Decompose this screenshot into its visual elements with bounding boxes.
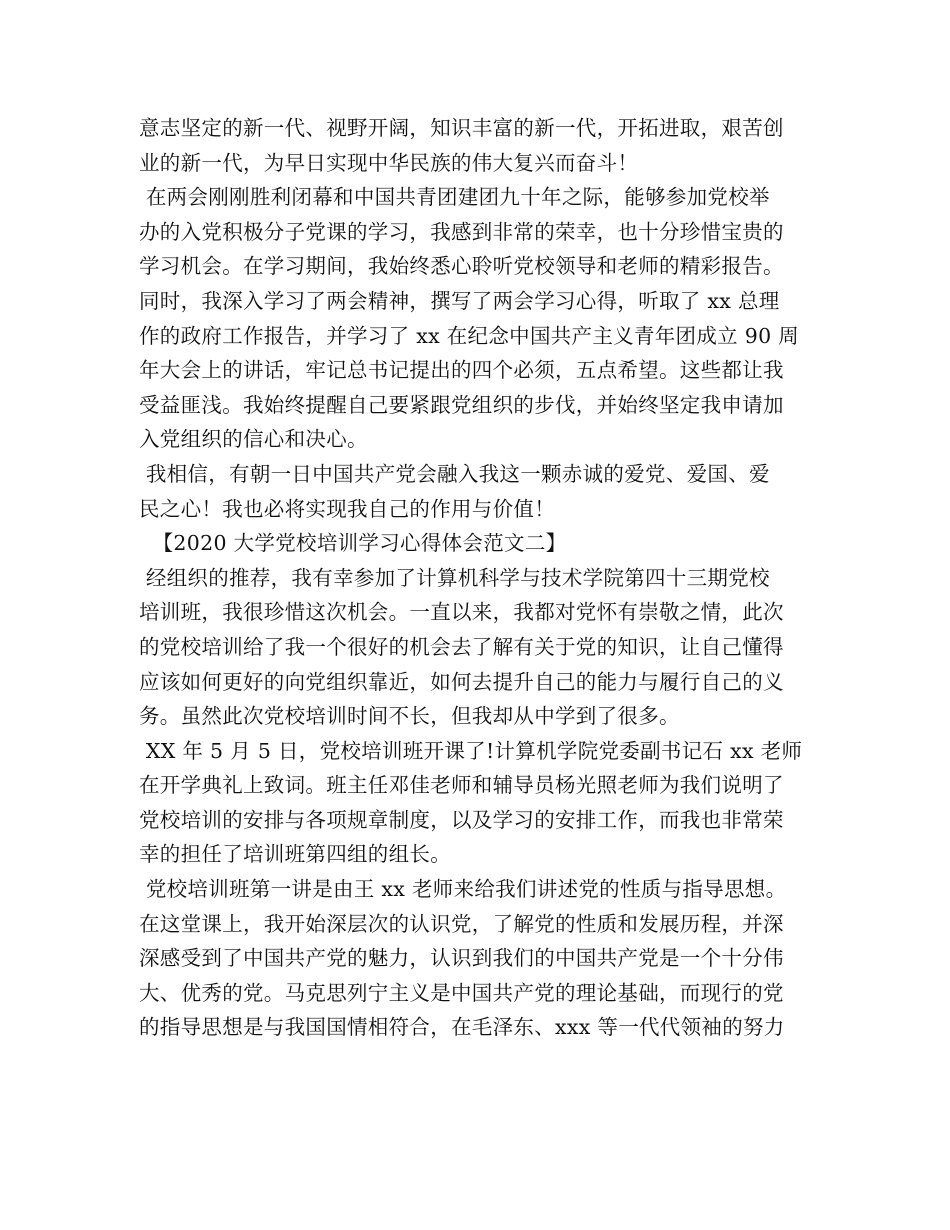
text-line: 民之心！我也必将实现我自己的作用与价值！ bbox=[139, 496, 555, 521]
text-line: 年大会上的讲话，牢记总书记提出的四个必须，五点希望。这些都让我 bbox=[139, 358, 784, 383]
text-line: 我相信，有朝一日中国共产党会融入我这一颗赤诚的爱党、爱国、爱 bbox=[139, 461, 770, 486]
text-line: 在开学典礼上致词。班主任邓佳老师和辅导员杨光照老师为我们说明了 bbox=[139, 773, 784, 798]
text-line: 应该如何更好的向党组织靠近，如何去提升自己的能力与履行自己的义 bbox=[139, 669, 784, 694]
text-line: 意志坚定的新一代、视野开阔，知识丰富的新一代，开拓进取，艰苦创 bbox=[139, 116, 784, 140]
text-line: 受益匪浅。我始终提醒自己要紧跟党组织的步伐，并始终坚定我申请加 bbox=[139, 392, 784, 417]
text-line: 【2020 大学党校培训学习心得体会范文二】 bbox=[139, 531, 567, 556]
text-line: 大、优秀的党。马克思列宁主义是中国共产党的理论基础，而现行的党 bbox=[139, 980, 784, 1005]
text-line: 入党组织的信心和决心。 bbox=[139, 427, 368, 452]
text-line: 务。虽然此次党校培训时间不长，但我却从中学到了很多。 bbox=[139, 704, 680, 729]
text-line: 幸的担任了培训班第四组的组长。 bbox=[139, 842, 451, 867]
text-line: 办的入党积极分子党课的学习，我感到非常的荣幸，也十分珍惜宝贵的 bbox=[139, 219, 784, 244]
text-line: 党校培训的安排与各项规章制度，以及学习的安排工作，而我也非常荣 bbox=[139, 807, 784, 832]
text-line: 的党校培训给了我一个很好的机会去了解有关于党的知识，让自己懂得 bbox=[139, 634, 784, 659]
text-line: 业的新一代，为早日实现中华民族的伟大复兴而奋斗！ bbox=[139, 150, 639, 175]
text-line: 深感受到了中国共产党的魅力，认识到我们的中国共产党是一个十分伟 bbox=[139, 946, 784, 971]
text-line: 培训班，我很珍惜这次机会。一直以来，我都对党怀有崇敬之情，此次 bbox=[139, 600, 784, 625]
text-line: XX 年 5 月 5 日，党校培训班开课了!计算机学院党委副书记石 xx 老师 bbox=[139, 738, 803, 763]
text-line: 的指导思想是与我国国情相符合，在毛泽东、xxx 等一代代领袖的努力 bbox=[139, 1015, 785, 1040]
text-line: 党校培训班第一讲是由王 xx 老师来给我们讲述党的性质与指导思想。 bbox=[139, 877, 787, 902]
document-body bbox=[139, 111, 829, 1045]
text-line: 作的政府工作报告，并学习了 xx 在纪念中国共产主义青年团成立 90 周 bbox=[139, 323, 800, 348]
text-line: 在两会刚刚胜利闭幕和中国共青团建团九十年之际，能够参加党校举 bbox=[139, 185, 770, 210]
text-line: 同时，我深入学习了两会精神，撰写了两会学习心得，听取了 xx 总理 bbox=[139, 288, 780, 313]
text-line: 经组织的推荐，我有幸参加了计算机科学与技术学院第四十三期党校 bbox=[139, 565, 770, 590]
text-line: 在这堂课上，我开始深层次的认识党，了解党的性质和发展历程，并深 bbox=[139, 911, 784, 936]
text-line: 学习机会。在学习期间，我始终悉心聆听党校领导和老师的精彩报告。 bbox=[139, 254, 784, 279]
